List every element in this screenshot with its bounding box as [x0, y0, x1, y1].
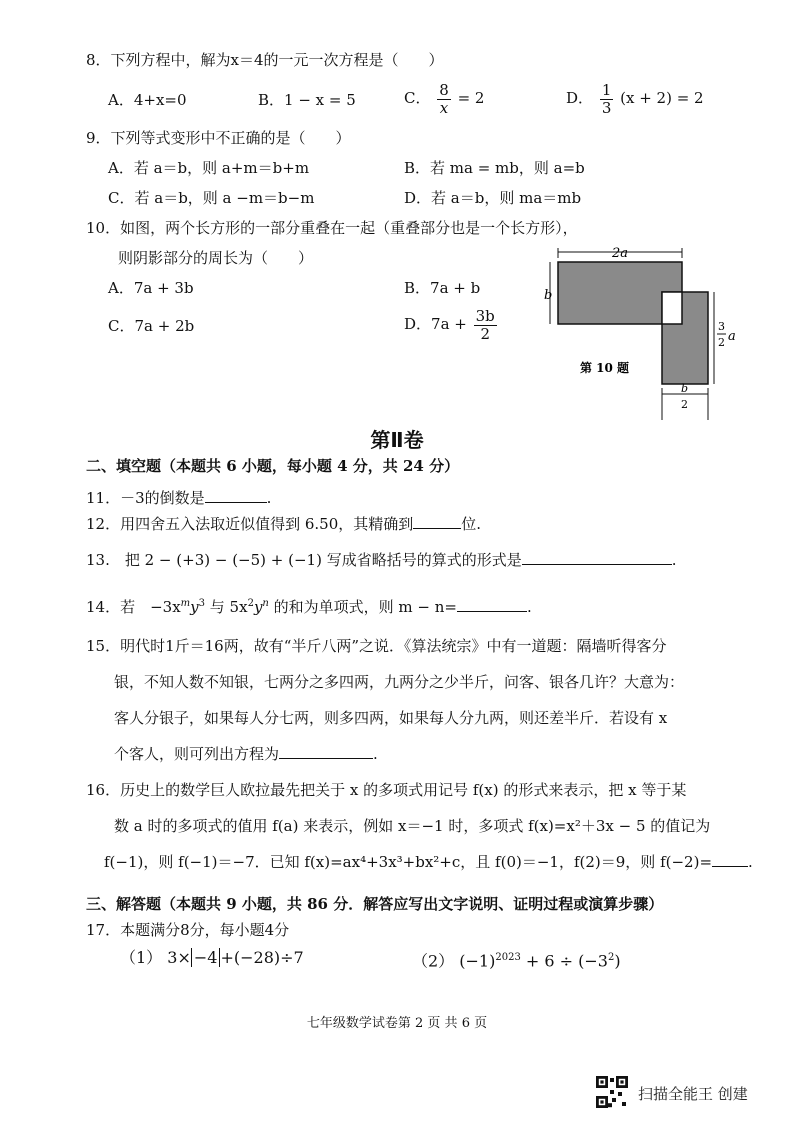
q8-option-d — [566, 78, 704, 118]
q16-line1: 16．历史上的数学巨人欧拉最先把关于 x 的多项式用记号 f(x) 的形式来表示，把 x 等于某 — [86, 781, 687, 799]
q8-option-c-denominator: x — [439, 98, 449, 117]
q8-option-d-denominator: 3 — [601, 98, 612, 117]
q17-part1-a: 3× — [167, 948, 191, 967]
q8-option-d-fraction — [600, 82, 614, 117]
q9-stem: 9．下列等式变形中不正确的是（ ） — [86, 129, 351, 147]
q11-answer-blank[interactable] — [205, 488, 267, 503]
q10-label-left: b — [544, 288, 553, 303]
q10-figure — [540, 244, 740, 424]
q8-option-c — [404, 78, 484, 118]
q10-overlap-region — [662, 292, 682, 324]
q8-option-d-label: D． — [566, 89, 594, 107]
page-footer: 七年级数学试卷第 2 页 共 6 页 — [306, 1016, 488, 1031]
q17-part2-a: (−1) — [459, 951, 496, 971]
q14-answer-blank[interactable] — [457, 597, 527, 612]
watermark-text: 扫描全能王 创建 — [638, 1085, 748, 1103]
q17-part1 — [120, 948, 304, 968]
q11-text: 11．－3的倒数是 — [86, 489, 205, 507]
q15-line2: 银，不知人数不知银，七两分之多四两，九两分之少半斤，问客、银各几许？大意为： — [114, 673, 685, 691]
q12 — [86, 514, 481, 534]
q14-tail: . — [526, 598, 532, 616]
q9-option-d: D．若 a＝b，则 ma＝mb — [404, 189, 582, 207]
q16-tail: . — [748, 853, 753, 871]
q14-text-b: y — [190, 598, 199, 616]
q10-option-b: B．7a + b — [404, 279, 481, 297]
q8-option-c-tail: = 2 — [457, 89, 485, 107]
q17-part2 — [412, 948, 621, 971]
q17-part1-label: （1） — [120, 948, 163, 967]
q15-line1: 15．明代时1斤＝16两，故有“半斤八两”之说．《算法统宗》中有一道题：隔墙听得客分 — [86, 637, 667, 655]
q14-sup-1: m — [180, 598, 191, 609]
q8-option-a: A．4+x=0 — [108, 91, 187, 109]
q13-text: 13. 把 2 − (+3) − (−5) + (−1) 写成省略括号的算式的形式是 — [86, 551, 522, 569]
section2-heading: 第Ⅱ卷 — [370, 428, 424, 452]
section3-title: 三、解答题（本题共 9 小题，共 86 分．解答应写出文字说明、证明过程或演算步骤） — [86, 895, 664, 913]
q16-answer-blank[interactable] — [712, 852, 748, 867]
q17-part2-label: （2） — [412, 951, 455, 971]
q13 — [86, 550, 676, 570]
q14 — [86, 594, 532, 617]
q15-tail: . — [373, 745, 378, 763]
q14-sup-4: n — [262, 598, 269, 609]
q10-option-d-fraction — [474, 308, 497, 343]
q10-label-bottom-denominator: 2 — [681, 398, 688, 411]
q9-option-b: B．若 ma = mb，则 a=b — [404, 159, 585, 177]
q17-stem: 17．本题满分8分，每小题4分 — [86, 921, 290, 939]
q15-line4-text: 个客人，则可列出方程为 — [114, 745, 280, 763]
q17-part2-b: + 6 ÷ (−3 — [520, 951, 608, 971]
q15-line4 — [114, 744, 378, 764]
q16-line2: 数 a 时的多项式的值用 f(a) 来表示，例如 x＝−1 时，多项式 f(x)=x²＋3x − 5 的值记为 — [114, 817, 711, 835]
q13-tail: . — [671, 551, 677, 569]
q13-answer-blank[interactable] — [522, 550, 672, 565]
q14-sup-3: 2 — [247, 598, 254, 609]
q14-sup-2: 3 — [198, 598, 206, 609]
q10-label-right-numerator: 3 — [718, 320, 725, 333]
q9-option-c: C．若 a＝b，则 a −m＝b−m — [108, 189, 315, 207]
q9-option-a: A．若 a＝b，则 a+m＝b+m — [108, 159, 310, 177]
q17-part1-b: +(−28)÷7 — [220, 948, 304, 967]
q10-figure-caption: 第 10 题 — [580, 361, 630, 375]
q17-part2-exponent2: 2 — [607, 952, 615, 963]
q15-answer-blank[interactable] — [279, 744, 373, 759]
q17-part2-c: ) — [614, 951, 621, 971]
q8-option-d-tail: (x + 2) = 2 — [620, 89, 704, 107]
q10-option-d-numerator: 3b — [475, 306, 495, 325]
q17-part2-exponent: 2023 — [495, 952, 521, 963]
q11 — [86, 488, 271, 508]
q8-option-d-numerator: 1 — [601, 80, 612, 99]
q12-text: 12．用四舍五入法取近似值得到 6.50，其精确到 — [86, 515, 414, 533]
q14-text-e: 的和为单项式，则 m − n= — [268, 598, 457, 616]
q8-option-b: B．1 − x = 5 — [258, 91, 356, 109]
q8-option-c-numerator: 8 — [439, 80, 449, 99]
q10-label-bottom-numerator: b — [681, 382, 689, 395]
q10-option-a: A．7a + 3b — [108, 279, 194, 297]
q10-label-top: 2a — [611, 246, 629, 261]
q10-option-d-label: D．7a + — [404, 315, 467, 333]
section2-title: 二、填空题（本题共 6 小题，每小题 4 分，共 24 分） — [86, 457, 460, 475]
q16-line3 — [104, 852, 753, 872]
q12-tail: 位. — [461, 515, 482, 533]
qr-code-icon — [596, 1076, 628, 1108]
q10-stem-line1: 10．如图，两个长方形的一部分重叠在一起（重叠部分也是一个长方形）， — [86, 219, 578, 237]
q12-answer-blank[interactable] — [413, 514, 461, 529]
q16-line3-text: f(−1)，则 f(−1)＝−7．已知 f(x)=ax⁴+3x³+bx²+c，且 f(0)＝−1，f(2)＝9，则 f(−2)= — [104, 853, 713, 871]
scanner-watermark — [596, 1076, 786, 1112]
q10-label-right-denominator: 2 — [718, 336, 725, 349]
q11-tail: . — [266, 489, 272, 507]
q10-option-c: C．7a + 2b — [108, 317, 195, 335]
q8-option-c-label: C． — [404, 89, 431, 107]
q14-text-a: 14．若 −3x — [86, 598, 181, 616]
q17-part1-abs: −4 — [191, 948, 221, 967]
q14-text-c: 与 5x — [205, 598, 248, 616]
q10-option-d — [404, 304, 499, 344]
q8-option-c-fraction — [437, 82, 451, 117]
q15-line3: 客人分银子，如果每人分七两，则多四两，如果每人分九两，则还差半斤．若设有 x — [114, 709, 668, 727]
q10-stem-line2: 则阴影部分的周长为（ ） — [118, 249, 314, 267]
q10-option-d-denominator: 2 — [480, 324, 490, 343]
q8-stem: 8．下列方程中，解为x＝4的一元一次方程是（ ） — [86, 51, 444, 69]
q10-label-right-variable: a — [728, 329, 736, 344]
q14-text-d: y — [253, 598, 263, 616]
